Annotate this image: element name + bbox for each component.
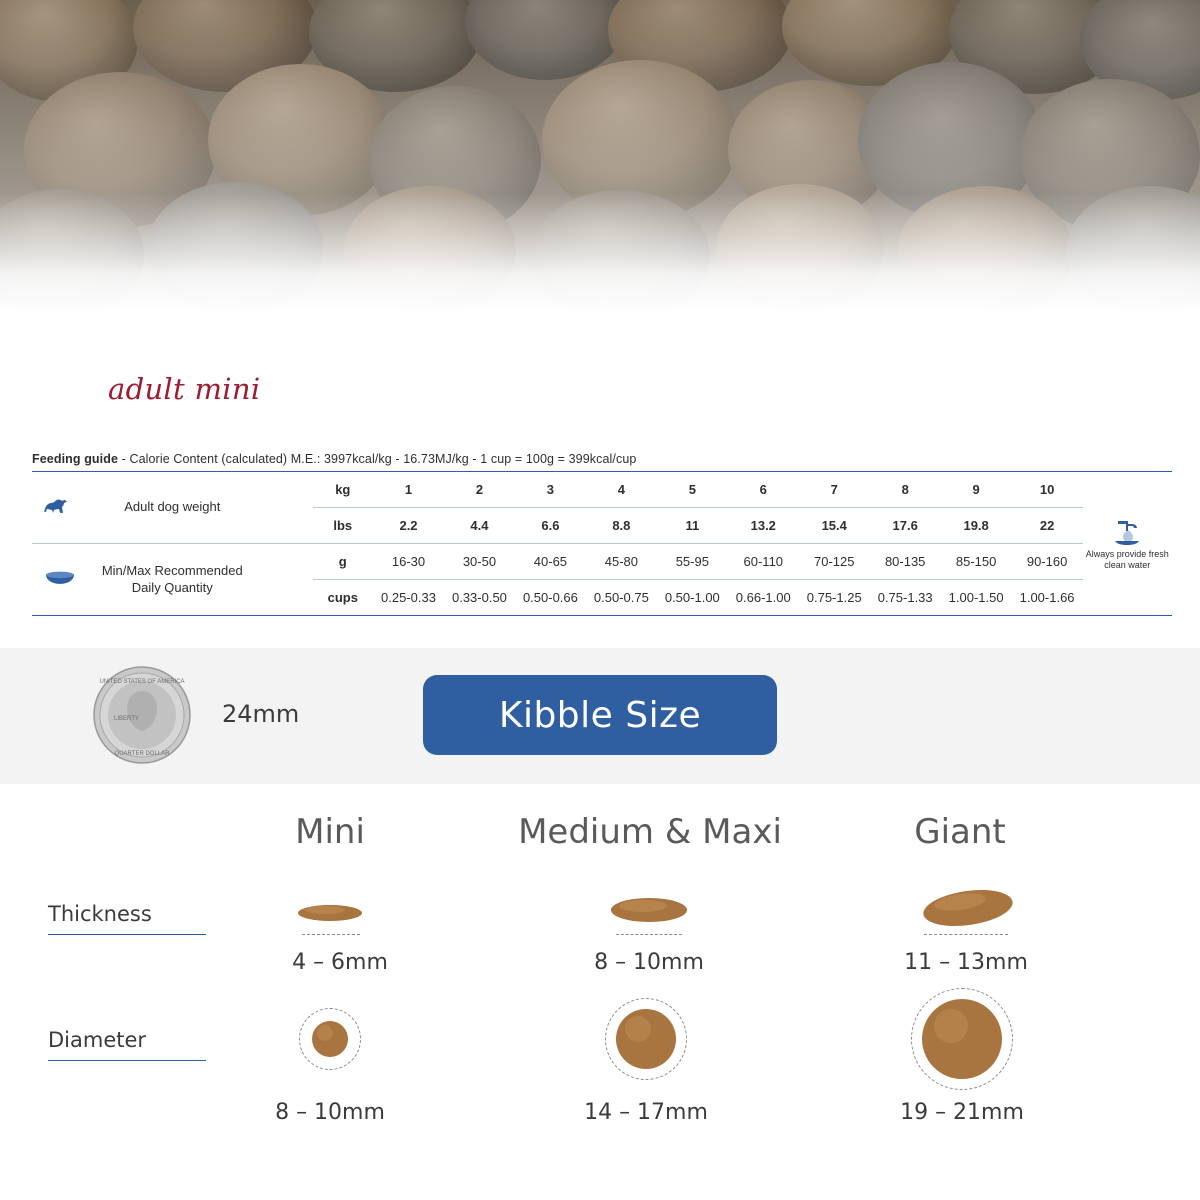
diameter-value-giant: 19 – 21mm: [900, 1100, 1024, 1125]
lbs-value: 22: [1039, 518, 1055, 533]
kg-value: 1: [404, 482, 413, 497]
cups-value: 0.50-0.66: [522, 590, 578, 605]
water-tap-icon: [1110, 538, 1144, 548]
lbs-value: 15.4: [821, 518, 847, 533]
kg-value: 5: [688, 482, 696, 497]
kg-value: 10: [1039, 482, 1055, 497]
kibble-diameter-medium-shape: [615, 1008, 677, 1075]
water-note-line1: Always provide fresh: [1085, 549, 1169, 560]
g-value: 16-30: [391, 554, 426, 569]
kibble-size-banner-label: Kibble Size: [498, 694, 702, 736]
g-value: 30-50: [462, 554, 497, 569]
kibble-size-comparison: [0, 790, 1200, 1200]
lbs-value: 11: [685, 518, 700, 533]
water-note-line2: clean water: [1104, 559, 1151, 570]
thickness-mini-guide-line: [302, 934, 360, 935]
svg-text:UNITED STATES OF AMERICA: UNITED STATES OF AMERICA: [99, 679, 185, 685]
cups-value: 0.75-1.25: [806, 590, 862, 605]
adult-dog-weight-label: Adult dog weight: [124, 499, 221, 515]
kibble-size-banner: [423, 675, 777, 755]
thickness-giant-guide-line: [924, 934, 1008, 935]
cups-value: 0.66-1.00: [735, 590, 791, 605]
kibble-thickness-medium-shape: [610, 895, 688, 930]
kibble-diameter-giant-shape: [921, 998, 1003, 1085]
daily-quantity-label-line1: Min/Max Recommended: [101, 563, 243, 579]
g-value: 80-135: [884, 554, 926, 569]
diameter-value-medium-maxi: 14 – 17mm: [584, 1100, 708, 1125]
dog-icon: [42, 495, 78, 519]
cups-value: 1.00-1.66: [1019, 590, 1075, 605]
cups-value: 0.50-0.75: [593, 590, 649, 605]
diameter-value-mini: 8 – 10mm: [275, 1100, 385, 1125]
kibble-photo-hero: [0, 0, 1200, 312]
kibble-thickness-mini-shape: [297, 902, 363, 929]
unit-cups: cups: [327, 590, 358, 605]
kg-value: 7: [830, 482, 838, 497]
coin-size-label: 24mm: [222, 700, 300, 728]
kg-value: 6: [759, 482, 767, 497]
row-label-thickness: Thickness: [48, 902, 206, 935]
thickness-value-giant: 11 – 13mm: [904, 950, 1028, 975]
thickness-value-mini: 4 – 6mm: [292, 950, 388, 975]
kg-value: 4: [617, 482, 625, 497]
kg-value: 8: [901, 482, 909, 497]
food-bowl-icon: [44, 569, 76, 589]
quarter-coin-icon: [92, 665, 192, 765]
table-row: [32, 472, 1172, 508]
g-value: 45-80: [604, 554, 638, 569]
daily-quantity-label-line2: Daily Quantity: [131, 579, 213, 595]
lbs-value: 19.8: [963, 518, 989, 533]
lbs-value: 8.8: [612, 518, 631, 533]
svg-text:LIBERTY: LIBERTY: [114, 716, 139, 722]
g-value: 90-160: [1026, 554, 1068, 569]
adult-dog-weight-label-cell: [32, 472, 313, 544]
g-value: 60-110: [743, 554, 784, 569]
thickness-value-medium-maxi: 8 – 10mm: [594, 950, 704, 975]
feeding-guide-heading: [32, 452, 1172, 471]
g-value: 40-65: [533, 554, 568, 569]
kibble-photo-illustration: [0, 0, 1200, 312]
g-value: 85-150: [955, 554, 997, 569]
cups-value: 0.33-0.50: [451, 590, 507, 605]
lbs-value: 4.4: [470, 518, 489, 533]
row-label-diameter: Diameter: [48, 1028, 206, 1061]
column-header-mini: Mini: [295, 812, 365, 852]
unit-lbs: lbs: [333, 518, 353, 533]
lbs-value: 13.2: [750, 518, 776, 533]
kibble-diameter-mini-shape: [311, 1020, 349, 1063]
daily-quantity-label-cell: [32, 544, 313, 616]
feeding-guide-heading-rest: - Calorie Content (calculated) M.E.: 3997kcal/kg - 16.73MJ/kg - 1 cup = 100g = 399kcal/cup: [121, 452, 637, 466]
feeding-guide-heading-bold: Feeding guide: [32, 452, 119, 466]
page-title: adult mini: [108, 372, 261, 406]
feeding-guide-section: [32, 452, 1172, 616]
unit-kg: kg: [335, 482, 351, 497]
feeding-table: [32, 471, 1172, 616]
lbs-value: 2.2: [399, 518, 418, 533]
kg-value: 3: [546, 482, 555, 497]
g-value: 70-125: [813, 554, 855, 569]
kibble-thickness-giant-shape: [922, 888, 1014, 933]
cups-value: 0.25-0.33: [381, 590, 436, 605]
water-note-cell: [1083, 472, 1172, 616]
thickness-medium-guide-line: [616, 934, 682, 935]
svg-text:QUARTER DOLLAR: QUARTER DOLLAR: [114, 751, 170, 757]
unit-g: g: [338, 554, 347, 569]
cups-value: 0.50-1.00: [664, 590, 720, 605]
lbs-value: 17.6: [892, 518, 918, 533]
lbs-value: 6.6: [541, 518, 560, 533]
kg-value: 9: [972, 482, 980, 497]
g-value: 55-95: [675, 554, 709, 569]
column-header-giant: Giant: [914, 812, 1006, 852]
column-header-medium-maxi: Medium & Maxi: [518, 812, 782, 852]
table-row: [32, 544, 1172, 580]
kg-value: 2: [475, 482, 484, 497]
cups-value: 0.75-1.33: [877, 590, 933, 605]
cups-value: 1.00-1.50: [948, 590, 1004, 605]
